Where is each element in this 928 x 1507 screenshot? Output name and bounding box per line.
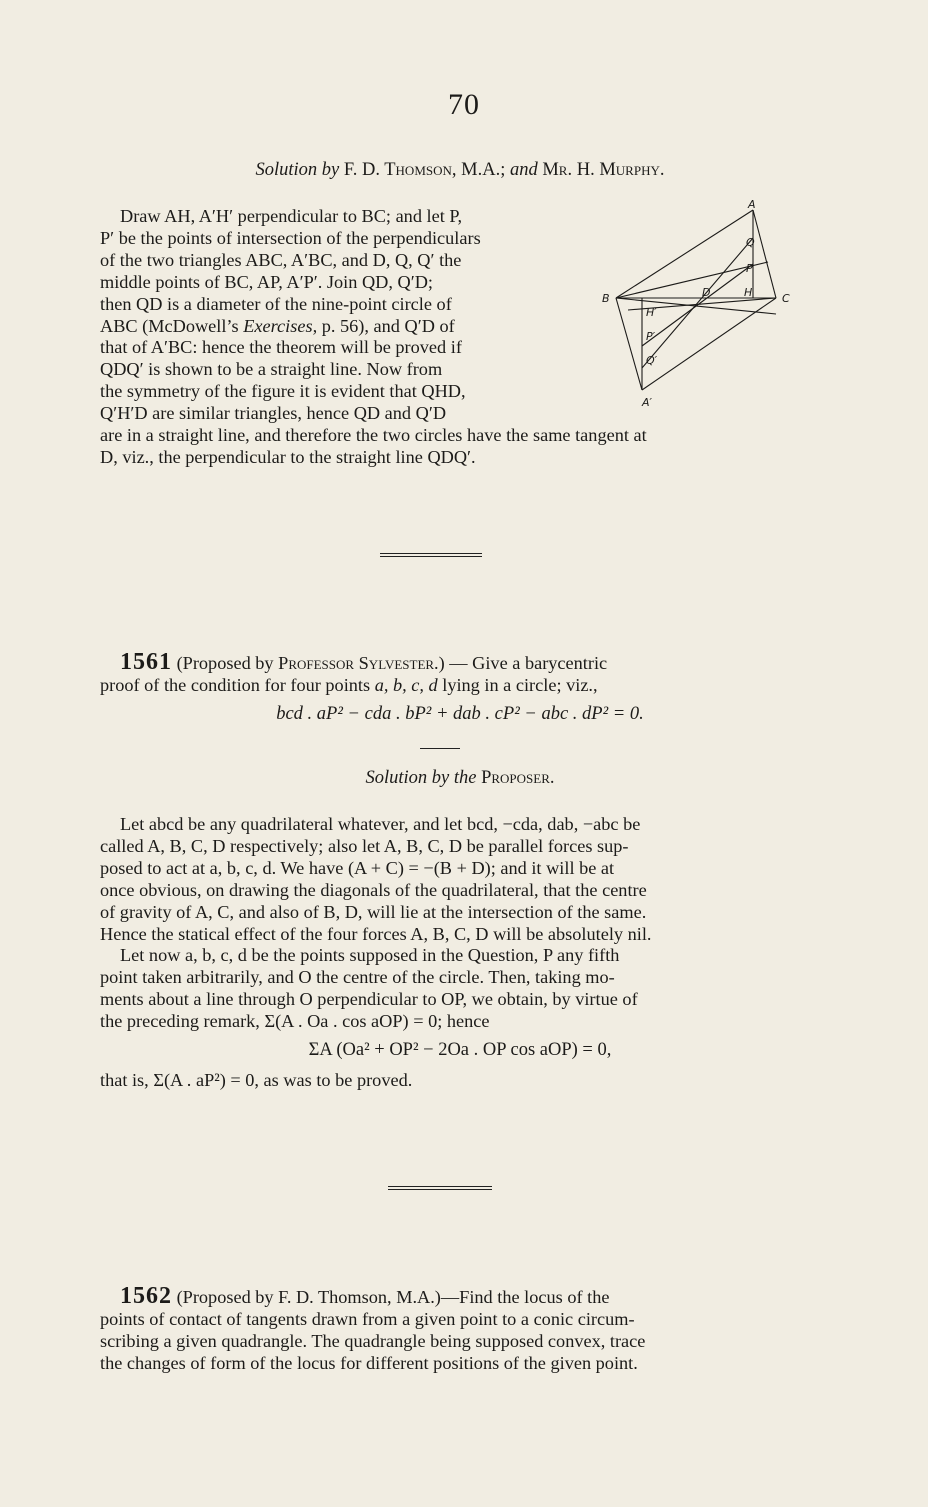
solution1-line: that of A′BC: hence the theorem will be proved if xyxy=(100,337,462,358)
geometry-diagram xyxy=(598,198,798,410)
solution2-equation: ΣA (Oa² + OP² − 2Oa . OP cos aOP) = 0, xyxy=(308,1040,612,1060)
solution2-line: once obvious, on drawing the diagonals of the quadrilateral, that the centre xyxy=(100,879,647,900)
solution1-line: middle points of BC, AP, A′P′. Join QD, Q′D; xyxy=(100,271,433,292)
diagram-label-q: Q xyxy=(746,236,755,249)
solution-heading xyxy=(100,160,820,181)
solution1-line: D, viz., the perpendicular to the straight line QDQ′. xyxy=(100,446,476,467)
question-1561 xyxy=(100,649,816,697)
solution1-body xyxy=(100,206,578,425)
solution1-body-wide xyxy=(100,425,816,469)
question-1561-line2: proof of the condition for four points a, b, c, d lying in a circle; viz., xyxy=(100,674,598,695)
diagram-label-h-prime: H′ xyxy=(646,306,657,319)
solution2-conclusion-block xyxy=(100,1070,816,1092)
diagram-label-p-prime: P′ xyxy=(646,330,656,343)
diagram-label-q-prime: Q′ xyxy=(646,354,658,367)
solution2-line: Let now a, b, c, d be the points supposed in the Question, P any fifth xyxy=(120,945,620,966)
solution2-body xyxy=(100,814,816,1033)
question-1562 xyxy=(100,1283,816,1375)
solution2-heading: Solution by the Proposer. xyxy=(365,768,555,788)
solution1-line: QDQ′ is shown to be a straight line. Now from xyxy=(100,359,443,380)
diagram-label-h: H xyxy=(744,286,753,299)
diagram-label-a: A xyxy=(748,198,756,211)
question-1561-line1: 1561 (Proposed by Professor Sylvester.) — Give a barycentric xyxy=(120,649,608,675)
question-1561-equation: bcd . aP² − cda . bP² + dab . cP² − abc . dP² = 0. xyxy=(276,704,644,724)
solution2-line: Let abcd be any quadrilateral whatever, and let bcd, −cda, dab, −abc be xyxy=(120,814,641,834)
solution1-line-citation: ABC (McDowell’s Exercises, p. 56), and Q′D of xyxy=(100,315,455,336)
solution1-line: are in a straight line, and therefore the two circles have the same tangent at xyxy=(100,425,647,445)
solution2-line: called A, B, C, D respectively; also let A, B, C, D be parallel forces sup- xyxy=(100,835,629,856)
page-number: 70 xyxy=(448,88,480,121)
solution2-line: Hence the statical effect of the four forces A, B, C, D will be absolutely nil. xyxy=(100,923,652,944)
solution1-line: of the two triangles ABC, A′BC, and D, Q, Q′ the xyxy=(100,249,462,270)
diagram-label-p: P xyxy=(746,262,753,275)
diagram-label-a-prime: A′ xyxy=(642,396,653,409)
question-1562-line: scribing a given quadrangle. The quadrangle being supposed convex, trace xyxy=(100,1330,646,1351)
question-1562-line: the changes of form of the locus for different positions of the given point. xyxy=(100,1352,638,1373)
question-1562-line1: 1562 (Proposed by F. D. Thomson, M.A.)—Find the locus of the xyxy=(120,1283,610,1309)
question-number: 1561 xyxy=(120,649,172,675)
solution2-line: of gravity of A, C, and also of B, D, will lie at the intersection of the same. xyxy=(100,901,647,922)
short-divider xyxy=(420,748,460,749)
solution1-line: then QD is a diameter of the nine-point circle of xyxy=(100,293,452,314)
question-number: 1562 xyxy=(120,1283,172,1309)
solution2-conclusion: that is, Σ(A . aP²) = 0, as was to be proved. xyxy=(100,1070,413,1090)
solution2-line: posed to act at a, b, c, d. We have (A + C) = −(B + D); and it will be at xyxy=(100,857,615,878)
diagram-label-d: D xyxy=(702,286,711,299)
solution1-line: P′ be the points of intersection of the perpendiculars xyxy=(100,227,481,248)
solution2-line: ments about a line through O perpendicular to OP, we obtain, by virtue of xyxy=(100,989,638,1010)
section-divider xyxy=(380,553,482,557)
solution1-line: Draw AH, A′H′ perpendicular to BC; and let P, xyxy=(120,206,463,226)
solution-prefix: Solution by xyxy=(255,160,340,180)
solution-author2: Mr. H. Murphy. xyxy=(542,160,665,180)
diagram-label-b: B xyxy=(602,292,610,305)
solution1-line: Q′H′D are similar triangles, hence QD and Q′D xyxy=(100,403,447,424)
section-divider-2 xyxy=(388,1186,492,1190)
question-1562-line: points of contact of tangents drawn from a given point to a conic circum- xyxy=(100,1308,635,1329)
diagram-label-c: C xyxy=(782,292,790,305)
solution2-line: the preceding remark, Σ(A . Oa . cos aOP) = 0; hence xyxy=(100,1011,490,1032)
solution1-line: the symmetry of the figure it is evident that QHD, xyxy=(100,381,466,402)
solution2-line: point taken arbitrarily, and O the centre of the circle. Then, taking mo- xyxy=(100,967,615,988)
solution-author1: F. D. Thomson, M.A.; xyxy=(343,160,506,180)
solution-conj: and xyxy=(509,160,538,180)
